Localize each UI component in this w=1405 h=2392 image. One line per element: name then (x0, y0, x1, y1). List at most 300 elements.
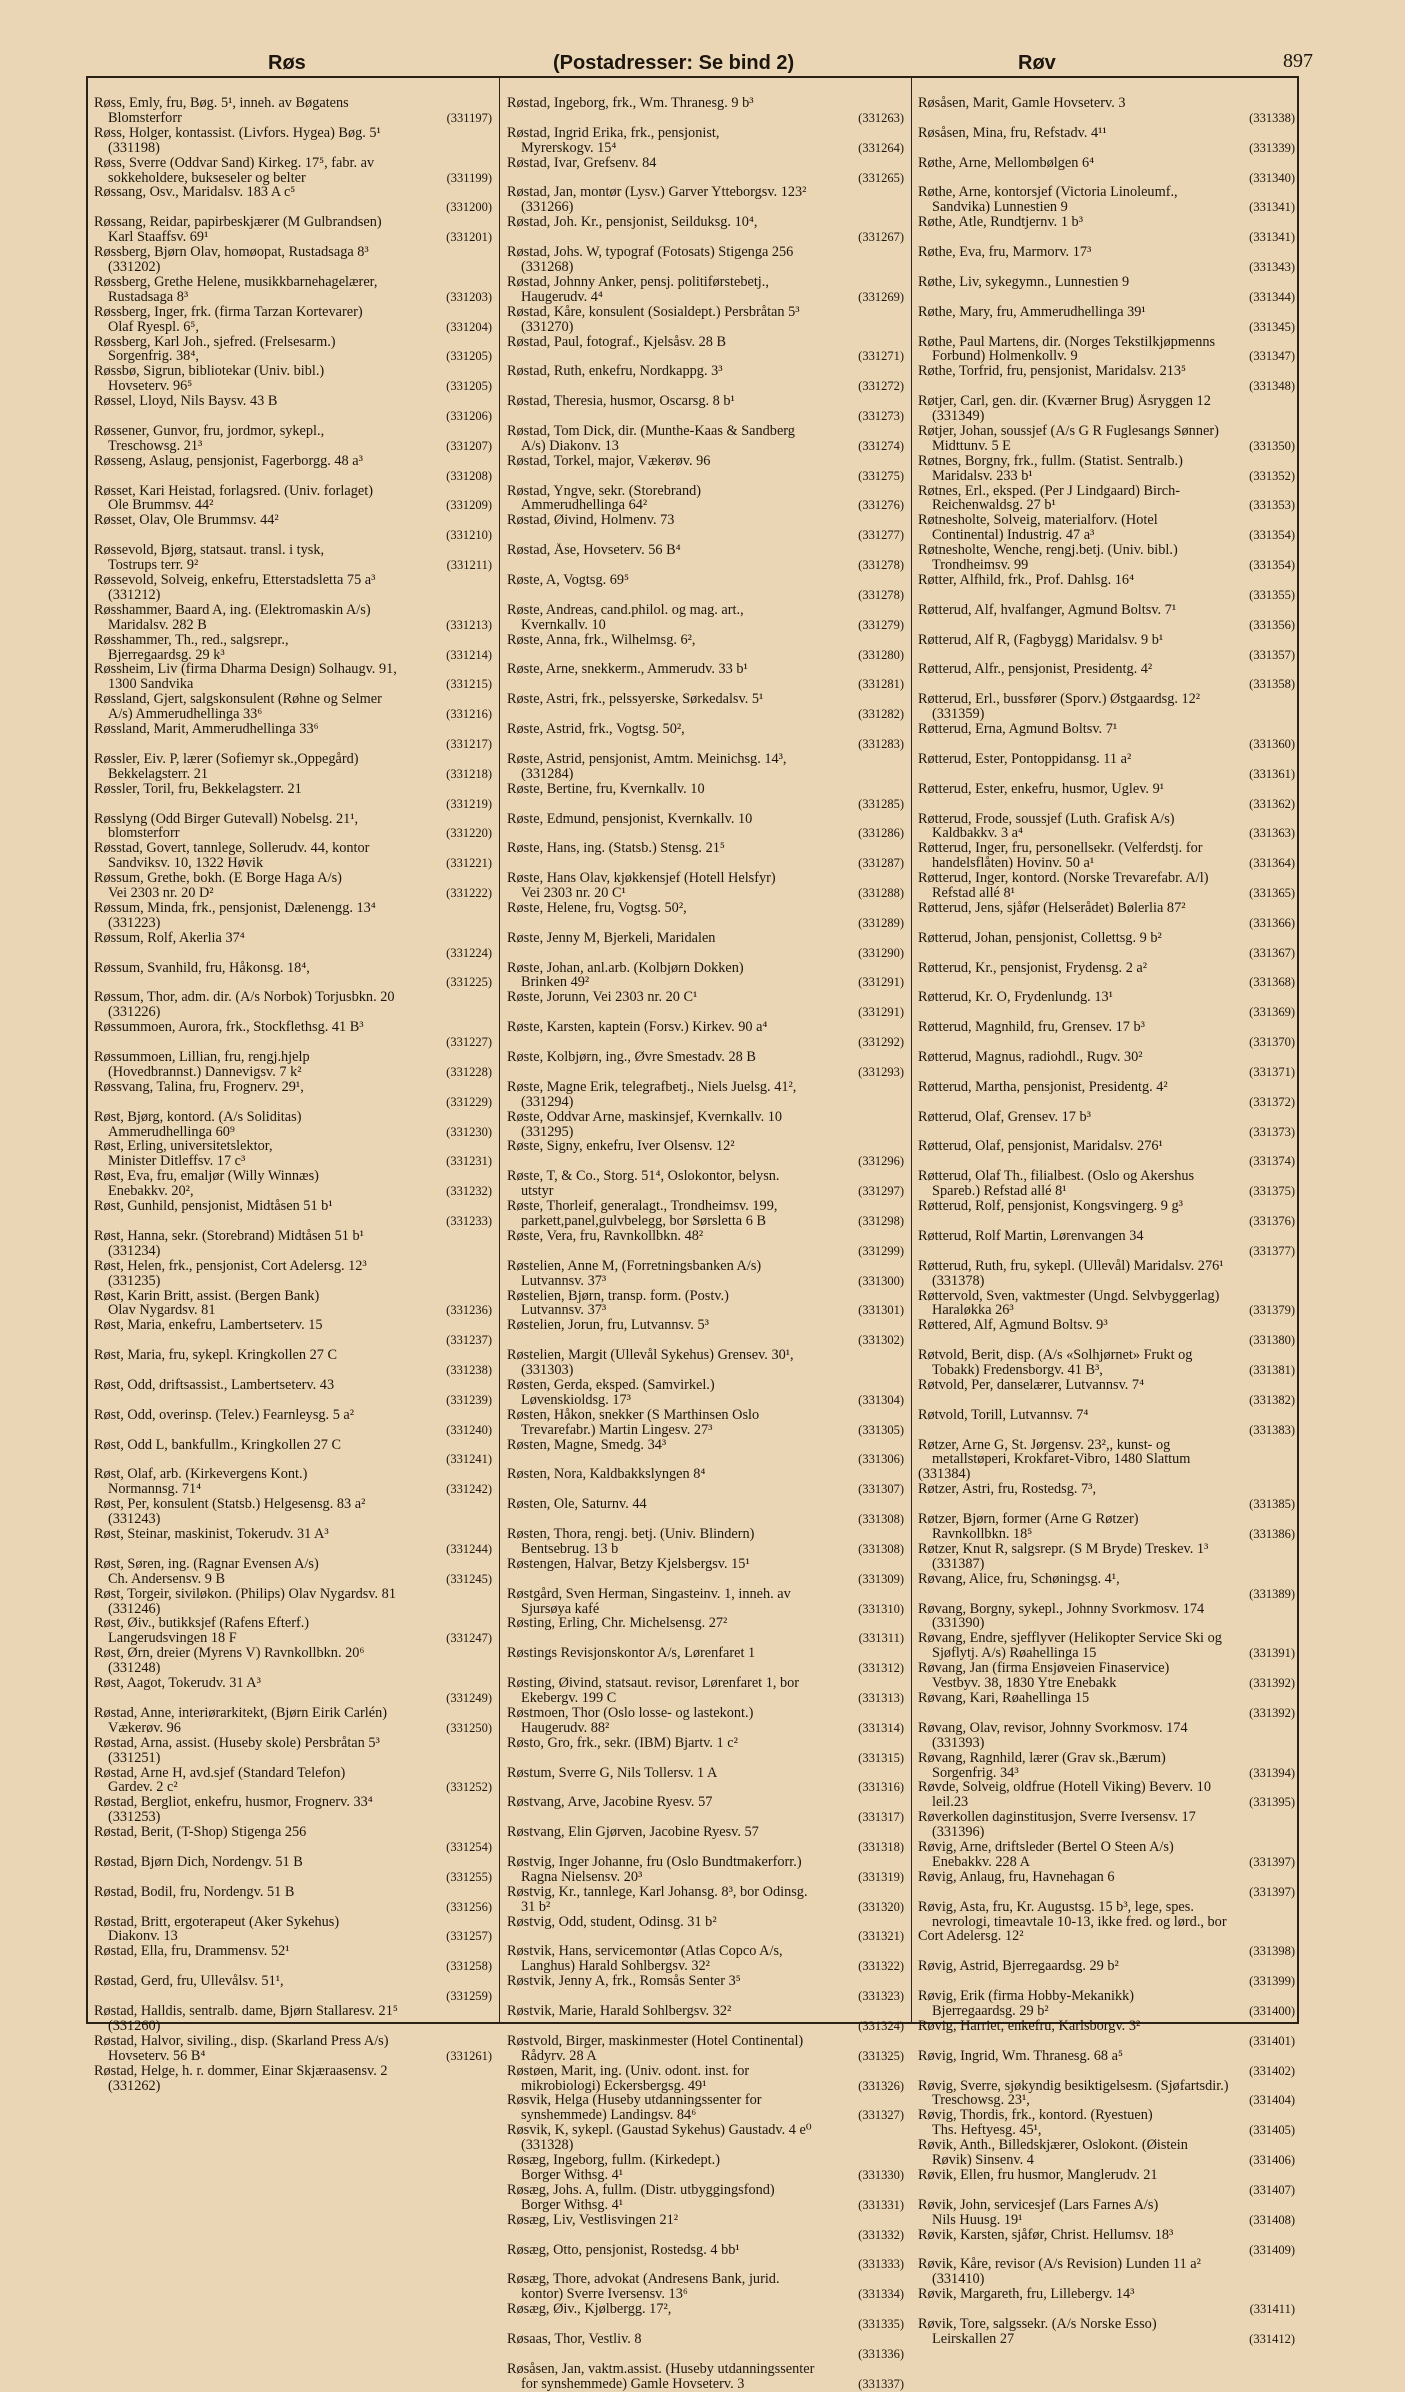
entry-phone: (331261) (446, 2048, 492, 2063)
entry-text-continued: Sjursøya kafé (521, 1601, 600, 1617)
directory-entry (918, 782, 1295, 812)
entry-line (918, 156, 1295, 171)
directory-entry (94, 1020, 492, 1050)
directory-entry (918, 1199, 1295, 1229)
entry-phone: (331269) (858, 289, 904, 304)
entry-phone: (331280) (858, 647, 904, 662)
entry-line-continued (94, 1423, 492, 1438)
entry-line-continued (507, 1631, 904, 1646)
entry-phone: (331362) (1249, 796, 1295, 811)
entry-line-continued (94, 707, 492, 722)
entry-line-continued (94, 1929, 492, 1944)
entry-text-continued: handelsflåten) Hovinv. 50 a¹ (932, 856, 1095, 872)
entry-phone: (331283) (858, 736, 904, 751)
entry-phone: (331330) (858, 2167, 904, 2182)
entry-phone: (331199) (446, 170, 492, 185)
entry-line (94, 812, 492, 827)
entry-line-continued (918, 1974, 1295, 1989)
directory-entry (507, 1646, 904, 1676)
entry-phone: (331230) (446, 1124, 492, 1139)
entry-text: Røstad, Johnny Anker, pensj. politiførstebetj., (507, 274, 769, 290)
entry-line-continued (507, 1035, 904, 1050)
entry-text: Røst, Gunhild, pensjonist, Midtåsen 51 b¹ (94, 1199, 333, 1214)
entry-text: Røste, Edmund, pensjonist, Kvernkallv. 10 (507, 811, 753, 827)
entry-text-continued: Tobakk) Fredensborgv. 41 B³, (932, 1363, 1103, 1378)
entry-line (507, 1408, 904, 1423)
directory-entry (94, 1915, 492, 1945)
entry-text-continued: Enebakkv. 20², (108, 1184, 194, 1200)
entry-text: Røstelien, Anne M, (Forretningsbanken A/s) (507, 1258, 762, 1274)
entry-text-continued: sokkeholdere, bukseseler og belter (108, 170, 306, 186)
directory-entry (507, 603, 904, 633)
entry-line-continued (507, 1542, 904, 1557)
entry-phone: (331344) (1249, 289, 1295, 304)
directory-entry (918, 2257, 1295, 2287)
directory-entry (507, 722, 904, 752)
entry-text: Røste, Thorleif, generalagt., Trondheimsv. 199, (507, 1199, 778, 1214)
entry-text-continued: (331303) (521, 1363, 574, 1378)
entry-line-continued (94, 1333, 492, 1348)
entry-line-continued (507, 2317, 904, 2332)
entry-line-continued (918, 1065, 1295, 1080)
entry-line-continued (507, 2138, 904, 2153)
entry-text: Røssheim, Liv (firma Dharma Design) Solhaugv. 91, (94, 662, 397, 678)
entry-text: Røsten, Magne, Smedg. 34³ (507, 1437, 667, 1453)
entry-text-continued: Bjerregaardsg. 29 b² (932, 2004, 1049, 2019)
entry-phone: (331366) (1249, 915, 1295, 930)
entry-text: Røvig, Thordis, frk., kontord. (Ryestuen) (918, 2108, 1153, 2124)
entry-line (918, 126, 1295, 141)
entry-text-continued: (331359) (932, 707, 985, 723)
entry-text: Røst, Søren, ing. (Ragnar Evensen A/s) (94, 1556, 319, 1572)
entry-line-continued (918, 1646, 1295, 1661)
directory-entry (507, 1169, 904, 1199)
entry-phone: (331314) (858, 1720, 904, 1735)
entry-text: Røstad, Yngve, sekr. (Storebrand) (507, 483, 702, 499)
entry-text: Røstad, Ingrid Erika, frk., pensjonist, (507, 125, 720, 141)
entry-line (94, 1348, 492, 1363)
entry-text: Røstøen, Marit, ing. (Univ. odont. inst. for (507, 2063, 750, 2079)
entry-line (507, 96, 904, 111)
entry-text: Røtterud, Erl., bussfører (Sporv.) Østgaardsg. 12² (918, 692, 1201, 708)
header-left-keyword: Røs (268, 52, 306, 74)
entry-phone: (331373) (1249, 1124, 1295, 1139)
entry-text: Røtter, Alfhild, frk., Prof. Dahlsg. 16⁴ (918, 573, 1135, 588)
entry-line (94, 1974, 492, 1989)
entry-line (918, 1229, 1295, 1244)
entry-text-continued: Refstad allé 8¹ (932, 886, 1015, 901)
entry-phone: (331408) (1249, 2212, 1295, 2227)
entry-line (507, 543, 904, 558)
entry-phone: (331279) (858, 617, 904, 632)
directory-entry (918, 1259, 1295, 1289)
entry-text-continued: blomsterforr (108, 826, 180, 842)
entry-phone: (331285) (858, 796, 904, 811)
directory-entry (507, 1795, 904, 1825)
entry-line-continued (507, 1661, 904, 1676)
entry-text-continued: A/s) Diakonv. 13 (521, 438, 619, 454)
entry-phone: (331224) (446, 945, 492, 960)
entry-text: Røsshammer, Th., red., salgsrepr., (94, 632, 289, 648)
entry-line-continued (918, 1497, 1295, 1512)
entry-phone: (331321) (858, 1929, 904, 1944)
entry-line-continued (918, 141, 1295, 156)
entry-line (94, 1259, 492, 1274)
directory-entry (918, 2079, 1295, 2109)
directory-entry (918, 633, 1295, 663)
directory-entry (94, 1885, 492, 1915)
entry-line-continued (918, 975, 1295, 990)
entry-text: Røstvang, Arve, Jacobine Ryesv. 57 (507, 1795, 713, 1811)
entry-line-continued (507, 1959, 904, 1974)
entry-text: Røssevold, Bjørg, statsaut. transl. i tysk, (94, 543, 325, 559)
entry-line-continued (507, 2287, 904, 2302)
entry-phone: (331334) (858, 2287, 904, 2302)
entry-line (507, 871, 904, 886)
entry-line (507, 1795, 904, 1810)
entry-line-continued (918, 260, 1295, 275)
entry-phone: (331259) (446, 1989, 492, 2004)
entry-line (918, 305, 1295, 320)
entry-line (94, 1378, 492, 1393)
entry-text: Røstad, Britt, ergoterapeut (Aker Sykehus) (94, 1914, 340, 1930)
entry-phone: (331218) (446, 766, 492, 781)
entry-text: Røtterud, Olaf, Grensev. 17 b³ (918, 1109, 1091, 1125)
directory-entry (94, 1587, 492, 1617)
entry-text-continued: (331378) (932, 1273, 985, 1289)
entry-text-continued: Maridalsv. 233 b¹ (932, 468, 1033, 484)
entry-line-continued (918, 1005, 1295, 1020)
entry-line-continued (507, 588, 904, 603)
entry-text: Røsvik, K, sykepl. (Gaustad Sykehus) Gaustadv. 4 e⁰ (507, 2123, 812, 2139)
entry-line-continued (507, 1840, 904, 1855)
entry-text: Røvig, Asta, fru, Kr. Augustsg. 15 b³, lege, spes. (918, 1899, 1194, 1915)
entry-line-continued (507, 469, 904, 484)
entry-phone: (331205) (446, 379, 492, 394)
entry-line-continued (918, 1616, 1295, 1631)
entry-text: Røste, Andreas, cand.philol. og mag. art., (507, 602, 744, 618)
entry-text: Røsten, Nora, Kaldbakkslyngen 8⁴ (507, 1467, 706, 1483)
entry-phone: (331368) (1249, 975, 1295, 990)
entry-line-continued (918, 2123, 1295, 2138)
entry-phone: (331374) (1249, 1154, 1295, 1169)
entry-line-continued (94, 1691, 492, 1706)
entry-line-continued (507, 886, 904, 901)
entry-line (918, 1080, 1295, 1095)
entry-text-continued: Trevarefabr.) Martin Lingesv. 27³ (521, 1422, 713, 1438)
entry-phone: (331255) (446, 1869, 492, 1884)
entry-phone: (331214) (446, 647, 492, 662)
entry-text: Røstelien, Jorun, fru, Lutvannsv. 5³ (507, 1318, 709, 1334)
entry-text: Røst, Odd, driftsassist., Lambertseterv. 43 (94, 1377, 335, 1393)
entry-line-continued (94, 1184, 492, 1199)
directory-entry (918, 1482, 1295, 1512)
entry-text: Røst, Aagot, Tokerudv. 31 A³ (94, 1676, 261, 1691)
directory-entry (94, 752, 492, 782)
entry-phone: (331201) (446, 230, 492, 245)
entry-line (94, 573, 492, 588)
entry-line-continued (507, 1184, 904, 1199)
directory-entry (94, 1676, 492, 1706)
entry-phone: (331326) (858, 2078, 904, 2093)
entry-text-continued: Bentsebrug. 13 b (521, 1541, 619, 1557)
entry-text: Røvang, Ragnhild, lærer (Grav sk.,Bærum) (918, 1750, 1166, 1766)
entry-phone: (331377) (1249, 1243, 1295, 1258)
directory-entry (507, 96, 904, 126)
entry-text: Røst, Olaf, arb. (Kirkevergens Kont.) (94, 1467, 308, 1483)
entry-text: Røtterud, Inger, kontord. (Norske Trevarefabr. A/l) (918, 871, 1209, 887)
entry-phone: (331240) (446, 1422, 492, 1437)
entry-text: Røstad, Joh. Kr., pensjonist, Seilduksg. 10⁴, (507, 215, 758, 231)
entry-line (918, 513, 1295, 528)
directory-entry (94, 185, 492, 215)
entry-text-continued: (331410) (932, 2272, 985, 2288)
entry-text: Røvik, Margareth, fru, Lillebergv. 14³ (918, 2287, 1135, 2303)
entry-line (507, 990, 904, 1005)
entry-phone: (331291) (858, 1005, 904, 1020)
directory-entry (507, 1885, 904, 1915)
entry-line (918, 1661, 1295, 1676)
entry-line-continued (507, 1363, 904, 1378)
entry-line-continued (507, 2198, 904, 2213)
entry-text: Røtterud, Ester, enkefru, husmor, Uglev. 9¹ (918, 781, 1164, 797)
entry-text-continued: Brinken 49² (521, 975, 590, 991)
entry-line-continued (918, 2183, 1295, 2198)
entry-phone: (331318) (858, 1840, 904, 1855)
directory-entry (507, 1318, 904, 1348)
entry-phone: (331341) (1249, 200, 1295, 215)
entry-phone: (331304) (858, 1392, 904, 1407)
entry-line-continued (94, 290, 492, 305)
directory-entry (94, 662, 492, 692)
entry-line-continued (94, 1959, 492, 1974)
entry-phone: (331347) (1249, 349, 1295, 364)
entry-line (94, 901, 492, 916)
entry-line-continued (918, 1154, 1295, 1169)
entry-phone: (331210) (446, 528, 492, 543)
entry-text: Røtzer, Arne G, St. Jørgensv. 23²,, kunst- og (918, 1437, 1171, 1453)
entry-phone: (331286) (858, 826, 904, 841)
directory-entry (94, 513, 492, 543)
entry-phone: (331316) (858, 1780, 904, 1795)
entry-phone: (331231) (446, 1154, 492, 1169)
entry-text: Røstad, Helge, h. r. dommer, Einar Skjæraasensv. 2 (94, 2063, 388, 2079)
entry-text: Røssland, Gjert, salgskonsulent (Røhne og Selmer (94, 692, 382, 708)
directory-entry (918, 1572, 1295, 1602)
entry-line-continued (507, 856, 904, 871)
entry-phone: (331291) (858, 975, 904, 990)
directory-entry (507, 543, 904, 573)
entry-phone: (331288) (858, 886, 904, 901)
directory-entry (918, 871, 1295, 901)
directory-entry (507, 245, 904, 275)
entry-line-continued (918, 1423, 1295, 1438)
entry-phone: (331324) (858, 2018, 904, 2033)
entry-phone: (331236) (446, 1303, 492, 1318)
directory-entry (94, 484, 492, 514)
entry-text: Røstad, Øivind, Holmenv. 73 (507, 513, 675, 529)
entry-line (94, 1527, 492, 1542)
entry-phone: (331392) (1249, 1676, 1295, 1691)
entry-line-continued (918, 200, 1295, 215)
entry-line-continued (94, 1274, 492, 1289)
directory-entry (918, 513, 1295, 543)
directory-entry (918, 1602, 1295, 1632)
entry-line (94, 722, 492, 737)
entry-line (507, 305, 904, 320)
entry-line-continued (94, 916, 492, 931)
entry-text: Røsåsen, Marit, Gamle Hovseterv. 3 (918, 96, 1126, 111)
entry-text: Røssberg, Karl Joh., sjefred. (Frelsesarm.) (94, 334, 336, 350)
directory-entry (918, 215, 1295, 245)
entry-phone: (331217) (446, 736, 492, 751)
directory-entry (918, 841, 1295, 871)
entry-text: Røssberg, Inger, frk. (firma Tarzan Kortevarer) (94, 304, 363, 320)
entry-text: Røvig, Sverre, sjøkyndig besiktigelsesm. (Sjøfartsdir.) (918, 2078, 1229, 2094)
entry-phone: (331336) (858, 2346, 904, 2361)
entry-line (918, 603, 1295, 618)
entry-line (507, 961, 904, 976)
entry-line-continued (918, 1885, 1295, 1900)
entry-line (918, 1259, 1295, 1274)
entry-line-continued (507, 1423, 904, 1438)
entry-phone: (331244) (446, 1541, 492, 1556)
entry-line-continued (94, 618, 492, 633)
directory-entry (918, 1512, 1295, 1542)
entry-line-continued (507, 558, 904, 573)
entry-line (918, 1900, 1295, 1915)
entry-line (507, 573, 904, 588)
entry-text: Røttered, Alf, Agmund Boltsv. 9³ (918, 1318, 1108, 1334)
entry-text: Røssel, Lloyd, Nils Baysv. 43 B (94, 394, 278, 410)
entry-text-continued: Sandvika) Lunnestien 9 (932, 200, 1068, 216)
entry-text: Røste, Anna, frk., Wilhelmsg. 6², (507, 632, 696, 648)
entry-line-continued (94, 1154, 492, 1169)
entry-text: Røste, Helene, fru, Vogtsg. 50², (507, 900, 687, 916)
directory-entry (94, 1855, 492, 1885)
directory-entry (918, 275, 1295, 305)
directory-entry (918, 2138, 1295, 2168)
entry-line (94, 633, 492, 648)
entry-text-continued: Hovseterv. 56 B⁴ (108, 2048, 206, 2064)
entry-text-continued: Langhus) Harald Sohlbergsv. 32² (521, 1959, 710, 1975)
directory-entry (918, 1378, 1295, 1408)
entry-line (94, 1825, 492, 1840)
page-number: 897 (1283, 50, 1313, 72)
entry-line (918, 335, 1295, 350)
entry-text: Røvang, Olav, revisor, Johnny Svorkmosv. 174 (918, 1720, 1188, 1736)
entry-text-continued: Treschowsg. 21³ (108, 438, 203, 454)
entry-text: Røsseng, Aslaug, pensjonist, Fagerborgg. 48 a³ (94, 453, 363, 469)
entry-line-continued (507, 141, 904, 156)
entry-text: Røssler, Toril, fru, Bekkelagsterr. 21 (94, 781, 302, 797)
entry-line (918, 1542, 1295, 1557)
entry-phone: (331207) (446, 438, 492, 453)
entry-phone: (331391) (1249, 1646, 1295, 1661)
entry-phone: (331332) (858, 2227, 904, 2242)
directory-entry (507, 1289, 904, 1319)
entry-line (918, 1959, 1295, 1974)
entry-line (507, 1259, 904, 1274)
entry-line-continued (507, 767, 904, 782)
entry-text: Røssevold, Solveig, enkefru, Etterstadsletta 75 a³ (94, 573, 376, 588)
entry-line (507, 722, 904, 737)
entry-phone: (331222) (446, 886, 492, 901)
entry-text: Røtterud, Olaf, pensjonist, Maridalsv. 276¹ (918, 1139, 1163, 1155)
entry-phone: (331364) (1249, 856, 1295, 871)
entry-line-continued (918, 886, 1295, 901)
entry-phone: (331300) (858, 1273, 904, 1288)
entry-text: Røste, Karsten, kaptein (Forsv.) Kirkev. 90 a⁴ (507, 1020, 768, 1036)
entry-line-continued (94, 1452, 492, 1467)
entry-line (94, 782, 492, 797)
entry-line-continued (918, 1736, 1295, 1751)
entry-text-continued: Spareb.) Refstad allé 8¹ (932, 1184, 1067, 1200)
directory-entry (507, 1527, 904, 1557)
entry-line-continued (918, 1214, 1295, 1229)
entry-line-continued (918, 498, 1295, 513)
entry-phone: (331354) (1249, 558, 1295, 573)
entry-line-continued (918, 558, 1295, 573)
entry-line (918, 573, 1295, 588)
entry-line (94, 2064, 492, 2079)
entry-line-continued (507, 409, 904, 424)
entry-text-continued: Tostrups terr. 9² (108, 558, 199, 573)
directory-entry (507, 1825, 904, 1855)
entry-phone: (331257) (446, 1929, 492, 1944)
entry-phone: (331299) (858, 1243, 904, 1258)
directory-entry (507, 752, 904, 782)
entry-text: Røtterud, Erna, Agmund Boltsv. 7¹ (918, 722, 1118, 737)
entry-text-continued: (331234) (108, 1243, 161, 1259)
directory-entry (918, 305, 1295, 335)
entry-phone: (331276) (858, 498, 904, 513)
directory-entry (507, 2064, 904, 2094)
entry-text: Røsvik, Helga (Huseby utdanningssenter for (507, 2093, 762, 2109)
entry-line-continued (507, 320, 904, 335)
entry-text-continued: Normannsg. 71⁴ (108, 1482, 202, 1498)
entry-text: Røstvig, Odd, student, Odinsg. 31 b² (507, 1914, 717, 1930)
entry-text: Røvig, Arne, driftsleder (Bertel O Steen A/s) (918, 1840, 1174, 1855)
entry-line-continued (94, 409, 492, 424)
entry-text-continued: Vei 2303 nr. 20 C¹ (521, 886, 626, 901)
entry-line (507, 841, 904, 856)
column-divider-1 (499, 78, 500, 2022)
entry-text-continued: Kaldbakkv. 3 a⁴ (932, 826, 1024, 842)
directory-entry (507, 1348, 904, 1378)
directory-entry (918, 2228, 1295, 2258)
entry-phone: (331317) (858, 1810, 904, 1825)
entry-text: Røsaas, Thor, Vestliv. 8 (507, 2331, 642, 2347)
entry-line (507, 1646, 904, 1661)
entry-phone: (331339) (1249, 140, 1295, 155)
entry-line (918, 1602, 1295, 1617)
entry-text: Røstvang, Elin Gjørven, Jacobine Ryesv. 57 (507, 1825, 759, 1841)
entry-line (94, 1646, 492, 1661)
entry-text: Røtnes, Borgny, frk., fullm. (Statist. Sentralb.) (918, 453, 1183, 469)
directory-entry (94, 633, 492, 663)
entry-line-continued (507, 1572, 904, 1587)
entry-phone: (331353) (1249, 498, 1295, 513)
entry-text-continued: Ths. Heftyesg. 45¹, (932, 2123, 1042, 2139)
entry-line (918, 722, 1295, 737)
entry-line-continued (507, 260, 904, 275)
entry-text-continued: (331253) (108, 1810, 161, 1826)
entry-line (94, 484, 492, 499)
entry-phone: (331404) (1249, 2093, 1295, 2108)
entry-line (918, 752, 1295, 767)
directory-entry (918, 1050, 1295, 1080)
